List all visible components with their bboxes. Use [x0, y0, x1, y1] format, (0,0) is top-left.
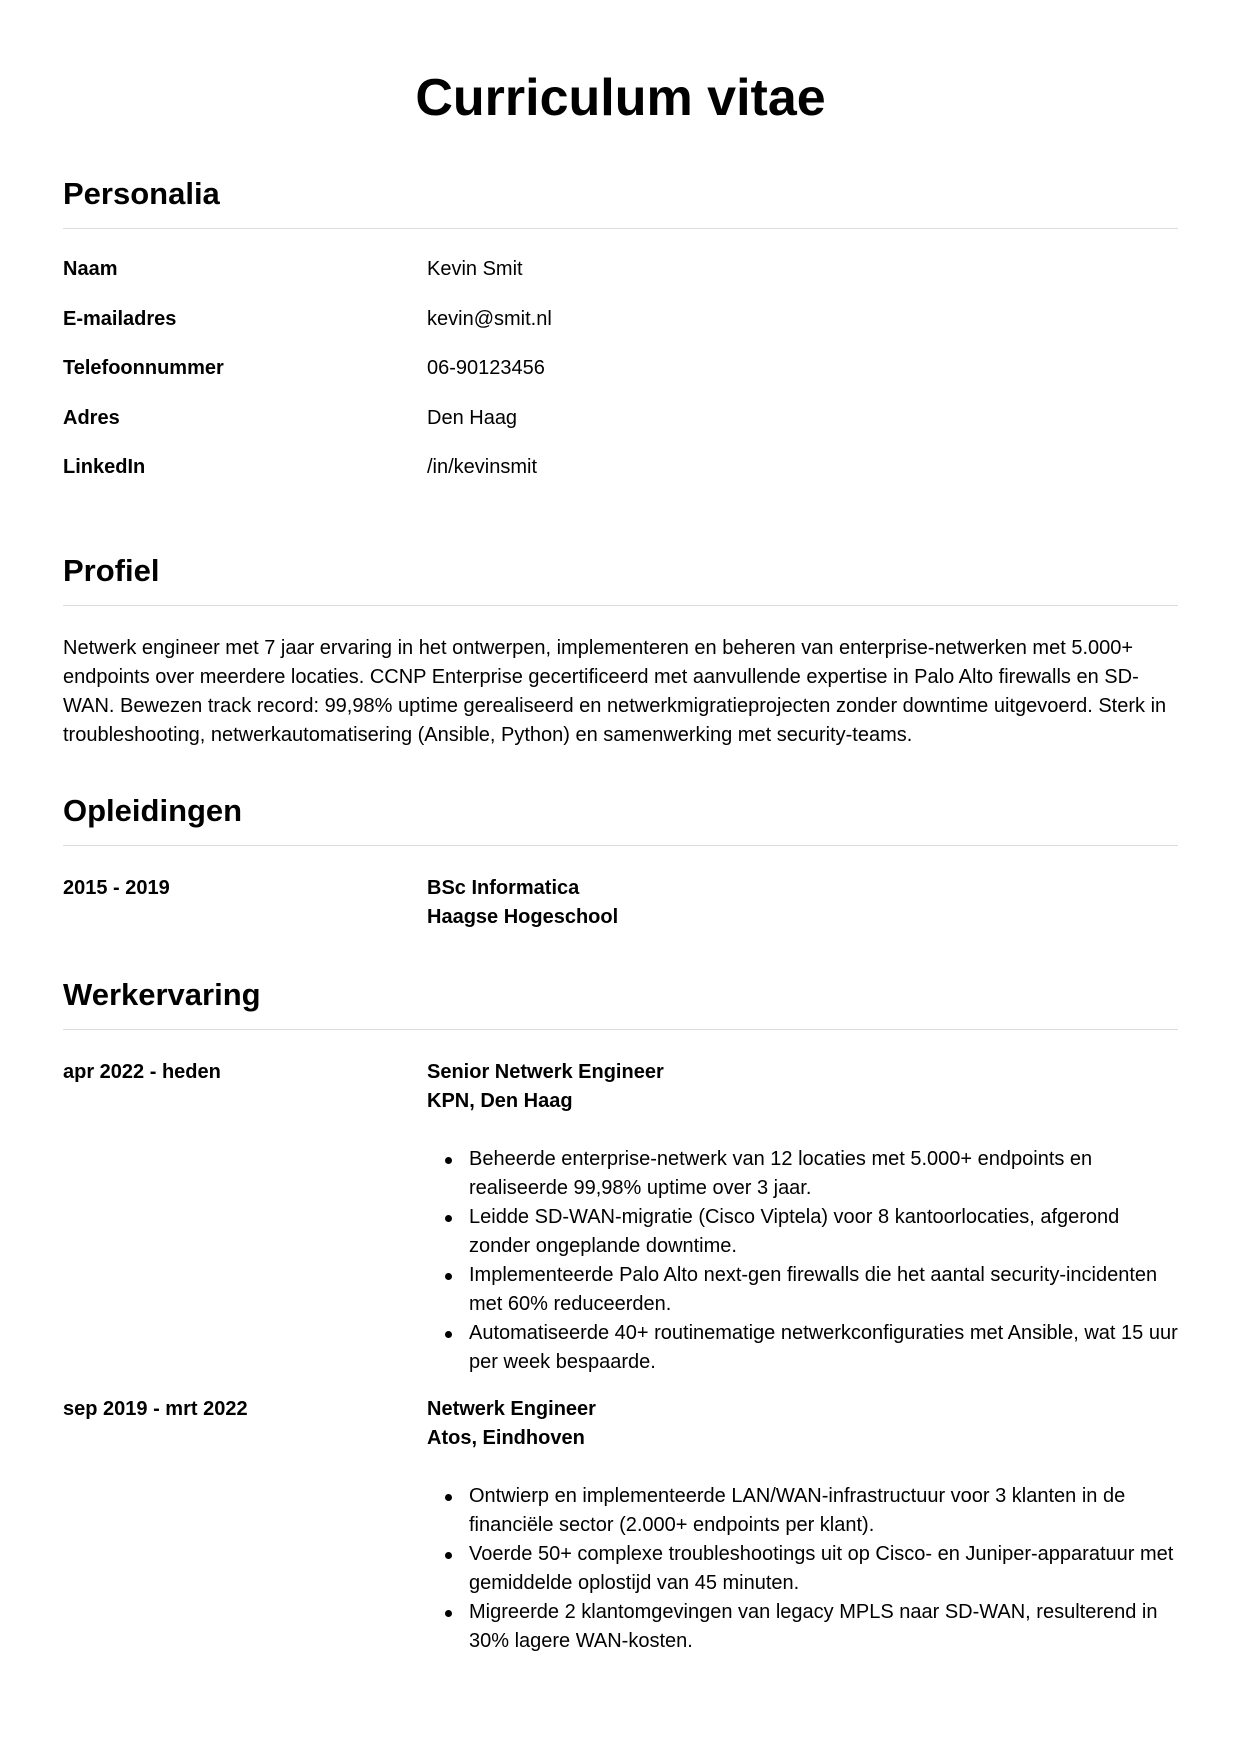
entry-body [427, 1395, 1178, 1656]
entry-title: BSc Informatica [427, 877, 580, 899]
personalia-row-naam [63, 257, 1178, 307]
list-item: Voerde 50+ complexe troubleshootings uit op Cisco- en Juniper-apparatuur met gemiddelde oplostijd van 45 minuten. [469, 1540, 1178, 1598]
work-list [63, 1058, 1178, 1656]
achievement-list [427, 1482, 1178, 1656]
entry-org: Haagse Hogeschool [427, 906, 619, 928]
personalia-row-telefoon [63, 356, 1178, 406]
field-label: Naam [63, 258, 118, 280]
list-item: Ontwierp en implementeerde LAN/WAN-infrastructuur voor 3 klanten in de financiële sector (2.000+ endpoints per klant). [469, 1482, 1178, 1540]
list-item: Beheerde enterprise-netwerk van 12 locaties met 5.000+ endpoints en realiseerde 99,98% uptime over 3 jaar. [469, 1145, 1178, 1203]
field-label: Telefoonnummer [63, 357, 224, 379]
field-value: kevin@smit.nl [427, 307, 552, 330]
field-value: /in/kevinsmit [427, 456, 538, 478]
entry-period: sep 2019 - mrt 2022 [63, 1398, 248, 1420]
section-personalia [63, 174, 1178, 505]
section-heading-werkervaring: Werkervaring [63, 975, 1178, 1030]
entry-period: 2015 - 2019 [63, 877, 170, 899]
personalia-row-adres [63, 406, 1178, 456]
field-value: 06-90123456 [427, 357, 545, 379]
field-label: E-mailadres [63, 307, 177, 330]
entry-title: Senior Netwerk Engineer [427, 1061, 664, 1083]
personalia-rows [63, 257, 1178, 505]
document-title: Curriculum vitae [415, 69, 826, 127]
section-heading-profiel: Profiel [63, 551, 1178, 606]
personalia-row-linkedin [63, 455, 1178, 505]
entry-org: Atos, Eindhoven [427, 1427, 585, 1449]
list-item: Automatiseerde 40+ routinematige netwerkconfiguraties met Ansible, wat 15 uur per week bespaarde. [469, 1319, 1178, 1377]
section-heading-opleidingen: Opleidingen [63, 791, 1178, 846]
section-heading-personalia: Personalia [63, 174, 1178, 229]
entry-title: Netwerk Engineer [427, 1398, 596, 1420]
achievement-list [427, 1145, 1178, 1377]
section-profiel [63, 551, 1178, 750]
field-label: Adres [63, 406, 120, 429]
section-opleidingen [63, 791, 1178, 932]
list-item: Implementeerde Palo Alto next-gen firewalls die het aantal security-incidenten met 60% reduceerden. [469, 1261, 1178, 1319]
education-entry [63, 874, 1178, 932]
field-value: Kevin Smit [427, 258, 523, 280]
entry-period: apr 2022 - heden [63, 1061, 221, 1083]
list-item: Leidde SD-WAN-migratie (Cisco Viptela) voor 8 kantoorlocaties, afgerond zonder ongeplande downtime. [469, 1203, 1178, 1261]
education-list [63, 874, 1178, 932]
field-label: LinkedIn [63, 456, 146, 478]
list-item: Migreerde 2 klantomgevingen van legacy MPLS naar SD-WAN, resulterend in 30% lagere WAN-kosten. [469, 1598, 1178, 1656]
section-werkervaring [63, 975, 1178, 1656]
work-entry [63, 1058, 1178, 1377]
field-value: Den Haag [427, 406, 518, 429]
entry-body [427, 1058, 1178, 1377]
entry-org: KPN, Den Haag [427, 1090, 573, 1112]
work-entry [63, 1395, 1178, 1656]
personalia-row-email [63, 307, 1178, 357]
profile-text: Netwerk engineer met 7 jaar ervaring in het ontwerpen, implementeren en beheren van enterprise-netwerken met 5.000+ endpoints over meerdere locaties. CCNP Enterprise gecertificeerd met aanvullende expertise in Palo Alto firewalls en SD-WAN. Bewezen track record: 99,98% uptime gerealiseerd en netwerkmigratieprojecten zonder downtime uitgevoerd. Sterk in troubleshooting, netwerkautomatisering (Ansible, Python) en samenwerking met security-teams. [63, 637, 1167, 746]
entry-body [427, 874, 1178, 932]
